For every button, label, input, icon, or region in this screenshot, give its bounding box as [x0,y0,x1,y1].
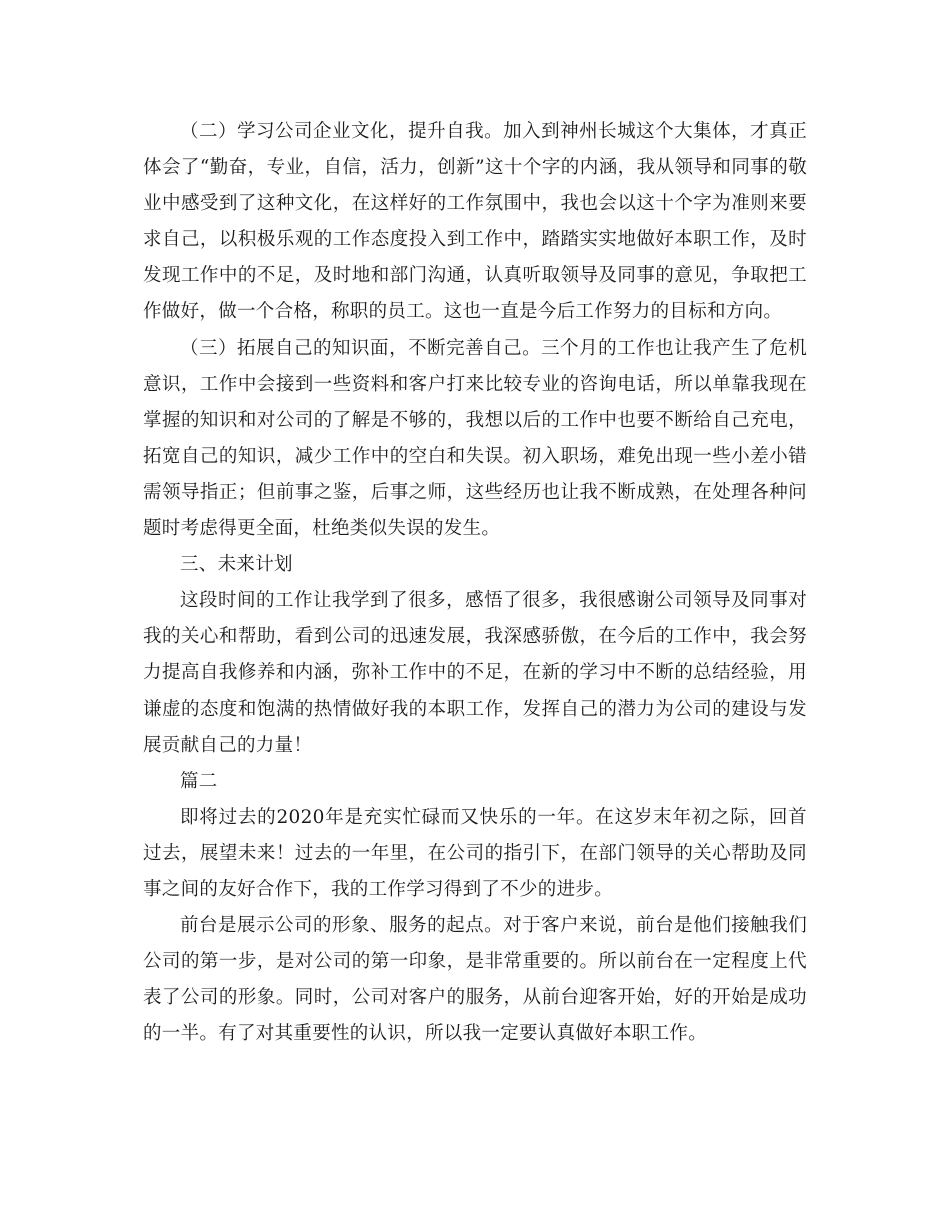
paragraph-future-plan: 这段时间的工作让我学到了很多，感悟了很多，我很感谢公司领导及同事对我的关心和帮助，看到公司的迅速发展，我深感骄傲，在今后的工作中，我会努力提高自我修养和内涵，弥补工作中的不足，在新的学习中不断的总结经验，用谦虚的态度和饱满的热情做好我的本职工作，发挥自己的潜力为公司的建设与发展贡献自己的力量！ [143,590,807,756]
section-heading-future-plan: 三、未来计划 [180,554,293,576]
paragraph-knowledge: （三）拓展自己的知识面，不断完善自己。三个月的工作也让我产生了危机意识，工作中会接到一些资料和客户打来比较专业的咨询电话，所以单靠我现在掌握的知识和对公司的了解是不够的，我想以后的工作中也要不断给自己充电，拓宽自己的知识，减少工作中的空白和失误。初入职场，难免出现一些小差小错需领导指正；但前事之鉴，后事之师，这些经历也让我不断成熟，在处理各种问题时考虑得更全面，杜绝类似失误的发生。 [143,337,807,540]
paragraph-year-review: 即将过去的2020年是充实忙碌而又快乐的一年。在这岁末年初之际，回首过去，展望未来！过去的一年里，在公司的指引下，在部门领导的关心帮助及同事之间的友好合作下，我的工作学习得到了不少的进步。 [143,806,807,900]
document-body [143,114,807,1052]
paragraph-front-desk: 前台是展示公司的形象、服务的起点。对于客户来说，前台是他们接触我们公司的第一步，是对公司的第一印象，是非常重要的。所以前台在一定程度上代表了公司的形象。同时，公司对客户的服务，从前台迎客开始，好的开始是成功的一半。有了对其重要性的认识，所以我一定要认真做好本职工作。 [143,915,807,1045]
section-heading-part-two: 篇二 [180,770,218,792]
paragraph-culture: （二）学习公司企业文化，提升自我。加入到神州长城这个大集体，才真正体会了“勤奋，专业，自信，活力，创新”这十个字的内涵，我从领导和同事的敬业中感受到了这种文化，在这样好的工作氛围中，我也会以这十个字为准则来要求自己，以积极乐观的工作态度投入到工作中，踏踏实实地做好本职工作，及时发现工作中的不足，及时地和部门沟通，认真听取领导及同事的意见，争取把工作做好，做一个合格，称职的员工。这也一直是今后工作努力的目标和方向。 [143,121,807,323]
